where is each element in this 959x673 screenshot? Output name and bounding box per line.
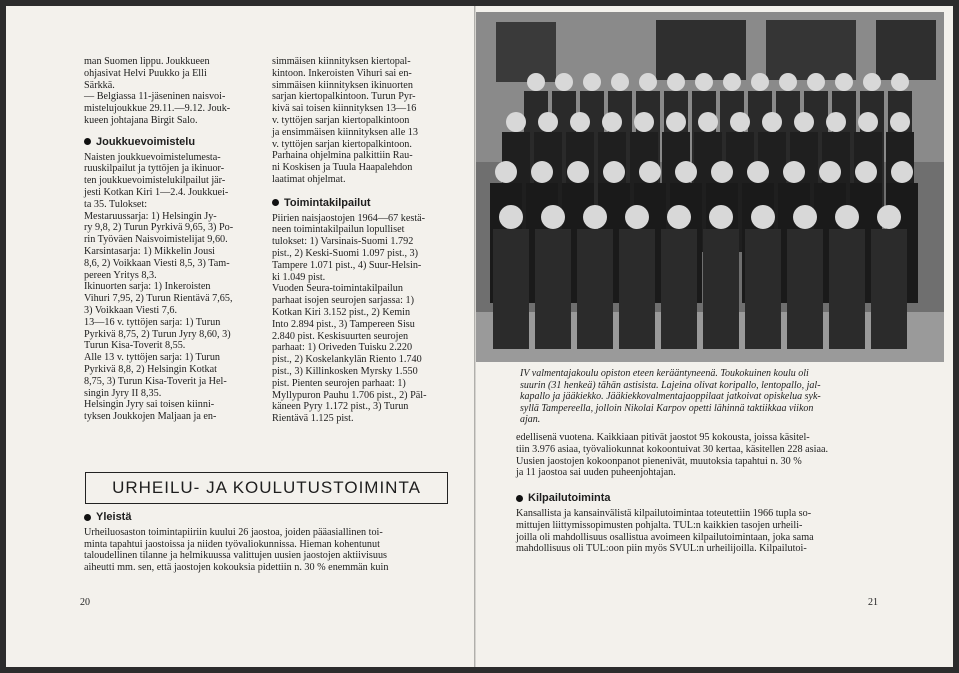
text-line: — Belgiassa 11-jäseninen naisvoi-: [84, 91, 226, 103]
yleista-section: [84, 512, 444, 574]
text-line: kapallo ja jääkiekko. Jääkiekkovalmentajaoppilaat jatkoivat opiskelua syk-: [520, 391, 821, 403]
person-figure: [787, 229, 823, 349]
person-head: [698, 112, 718, 132]
text-line: parhaat: 1) Oriveden Tuisku 2.220: [272, 342, 413, 354]
text-line: Uusien jaostojen kokoonpanot pienenivät, muutoksia tapahtui n. 30 %: [516, 455, 802, 467]
person-head: [858, 112, 878, 132]
text-line: taloudellinen tilanne ja helmikuussa valittujen uusien jaostojen aktiivisuus: [84, 550, 388, 562]
person-figure: [871, 229, 907, 349]
group-photo-illustration: [476, 12, 944, 362]
text-line: 8,6, 2) Voikkaan Viesti 8,5, 3) Tam-: [84, 257, 230, 269]
person-head: [835, 73, 853, 91]
text-line: Turun Kisa-Toverit 8,55.: [84, 340, 186, 352]
person-head: [877, 205, 901, 229]
text-line: tyksen Joukkojen Maljaan ja en-: [84, 411, 217, 423]
person-head: [634, 112, 654, 132]
left-column-1: [84, 56, 254, 423]
right-column-1: [516, 432, 878, 555]
text-line: IV valmentajakoulu opiston eteen kerääntyneenä. Toukokuinen koulu oli: [520, 368, 809, 379]
person-head: [891, 73, 909, 91]
bullet-icon: [84, 514, 91, 521]
text-line: ki 1.049 pist.: [272, 271, 326, 283]
text-line: aiheutti mm. sen, että jaostojen kokouksia pidettiin n. 30 % enemmän kuin: [84, 562, 389, 574]
person-head: [603, 161, 625, 183]
person-head: [567, 161, 589, 183]
section-banner: URHEILU- JA KOULUTUSTOIMINTA: [85, 472, 448, 504]
person-head: [639, 73, 657, 91]
text-line: Ikinuorten sarja: 1) Inkeroisten: [84, 281, 211, 293]
person-head: [855, 161, 877, 183]
text-line: käneen Pyry 1.172 pist., 3) Turun: [272, 401, 409, 413]
bullet-icon: [84, 138, 91, 145]
text-line: tiin 3.976 asiaa, työvaliokunnat kokoontuivat 30 kertaa, käsitellen 228 asiaa.: [516, 443, 829, 455]
text-line: Myllypuron Pauhu 1.706 pist., 2) Päl-: [272, 389, 427, 401]
text-line: simmäisen kiinnityksen kiertopal-: [272, 56, 411, 67]
person-figure: [619, 229, 655, 349]
text-line: joilla oli mahdollisuus osallistua avoimeen kilpailutoimintaan, joka sama: [516, 531, 814, 543]
text-line: ten joukkuevoimistelukilpailut jär-: [84, 175, 226, 187]
text-line: Into 2.894 pist., 3) Tampereen Sisu: [272, 318, 415, 330]
person-figure: [745, 229, 781, 349]
left-column-2: [272, 56, 444, 425]
text-line: Pyrkivä 8,75, 2) Turun Jyry 8,60, 3): [84, 328, 231, 340]
person-head: [602, 112, 622, 132]
person-head: [863, 73, 881, 91]
text-line: parhaat isojen seurojen sarjassa: 1): [272, 295, 415, 307]
text-line: kueen johtajana Birgit Salo.: [84, 114, 198, 126]
text-line: 13—16 v. tyttöjen sarja: 1) Turun: [84, 316, 221, 328]
text-line: edellisenä vuotena. Kaikkiaan pitivät jaostot 95 kokousta, joissa käsitel-: [516, 432, 810, 443]
text-line: simmäisen kiinnityksen ikinuorten: [272, 79, 413, 91]
text-line: v. tyttöjen sarjan kiertopalkintoon.: [272, 138, 412, 150]
text-line: mistelujoukkue 29.11.—9.12. Jouk-: [84, 103, 231, 115]
person-head: [541, 205, 565, 229]
person-head: [709, 205, 733, 229]
person-head: [527, 73, 545, 91]
person-figure: [577, 229, 613, 349]
person-head: [675, 161, 697, 183]
person-head: [723, 73, 741, 91]
text-line: rin Työväen Naisvoimistelijat 9,60.: [84, 234, 228, 246]
text-line: Mestaruussarja: 1) Helsingin Jy-: [84, 210, 217, 222]
text-line: ja ensimmäisen kiinnityksen alle 13: [272, 126, 418, 138]
text-line: Piirien naisjaostojen 1964—67 kestä-: [272, 212, 426, 224]
text-line: minta tapahtui jaostoissa ja niiden työvaliokunnissa. Hieman kohentunut: [84, 538, 380, 550]
person-head: [625, 205, 649, 229]
text-line: man Suomen lippu. Joukkueen: [84, 56, 210, 67]
text-line: Särkkä.: [84, 79, 115, 91]
text-line: sarjan kiertopalkintoon. Turun Pyr-: [272, 91, 416, 103]
heading-yleista: Yleistä: [84, 512, 444, 524]
person-head: [531, 161, 553, 183]
person-head: [570, 112, 590, 132]
person-head: [762, 112, 782, 132]
text-line: kintoon. Inkeroisten Vihuri sai en-: [272, 67, 412, 79]
person-head: [751, 205, 775, 229]
text-line: 3) Voikkaan Viesti 7,6.: [84, 304, 178, 316]
person-head: [639, 161, 661, 183]
person-head: [807, 73, 825, 91]
photo-caption: [520, 368, 938, 426]
person-head: [793, 205, 817, 229]
person-figure: [535, 229, 571, 349]
text-line: laatimat ohjelmat.: [272, 173, 346, 185]
text-line: pist., 2) Keski-Suomi 1.097 pist., 3): [272, 247, 419, 259]
text-line: mittujen liittymissopimusten pohjalta. TUL:n kaikkien tasojen urheili-: [516, 519, 803, 531]
text-line: suurin (31 henkeä) tähän astisista. Lajeina olivat koripallo, lentopallo, jal-: [520, 379, 821, 391]
page-number-right: 21: [868, 597, 878, 608]
text-line: Tampere 1.071 pist., 4) Suur-Helsin-: [272, 259, 422, 271]
person-head: [667, 73, 685, 91]
person-head: [495, 161, 517, 183]
person-figure: [661, 229, 697, 349]
text-line: 2.840 pist. Keskisuurten seurojen: [272, 330, 409, 342]
text-line: tulokset: 1) Varsinais-Suomi 1.792: [272, 236, 414, 248]
person-head: [583, 73, 601, 91]
text-line: Pyrkivä 8,8, 2) Helsingin Kotkat: [84, 363, 217, 375]
text-line: Vuoden Seura-toimintakilpailun: [272, 283, 403, 295]
text-line: ohjasivat Helvi Puukko ja Elli: [84, 67, 207, 79]
person-head: [730, 112, 750, 132]
text-line: Naisten joukkuevoimistelumesta-: [84, 151, 221, 163]
text-line: pist. Pienten seurojen parhaat: 1): [272, 377, 406, 389]
text-line: pereen Yritys 8,3.: [84, 269, 157, 281]
text-line: pist., 3) Killinkosken Myrsky 1.550: [272, 365, 418, 377]
text-line: ni Koskisen ja Tuula Haapalehdon: [272, 162, 413, 174]
person-head: [506, 112, 526, 132]
person-head: [751, 73, 769, 91]
person-head: [711, 161, 733, 183]
text-line: pist., 2) Koskelankylän Riento 1.740: [272, 354, 422, 366]
text-line: jesti Kotkan Kiri 1—2.4. Joukkuei-: [84, 186, 229, 198]
page-number-left: 20: [80, 597, 90, 608]
heading-toimintakilpailut: Toimintakilpailut: [272, 198, 444, 210]
text-line: Rientävä 1.125 pist.: [272, 413, 354, 425]
text-line: ta 35. Tulokset:: [84, 198, 148, 210]
text-line: Urheiluosaston toimintapiiriin kuului 26 jaostoa, joiden pääasiallinen toi-: [84, 526, 383, 538]
person-figure: [703, 229, 739, 349]
text-line: neen toimintakilpailun lopulliset: [272, 224, 405, 236]
text-line: ruuskilpailut ja tyttöjen ja ikinuor-: [84, 163, 225, 175]
person-head: [835, 205, 859, 229]
heading-kilpailutoiminta: Kilpailutoiminta: [516, 493, 878, 505]
text-line: singin Jyry II 8,35.: [84, 387, 162, 399]
text-line: syllä Tampereella, jolloin Nikolai Karpov opetti lähinnä taktiikkaa viikon: [520, 402, 814, 414]
person-figure: [829, 229, 865, 349]
text-line: ajan.: [520, 414, 541, 426]
person-head: [794, 112, 814, 132]
text-line: Alle 13 v. tyttöjen sarja: 1) Turun: [84, 352, 221, 364]
person-head: [783, 161, 805, 183]
person-head: [555, 73, 573, 91]
person-head: [890, 112, 910, 132]
person-head: [583, 205, 607, 229]
person-head: [891, 161, 913, 183]
text-line: ja 11 jaostoa sai uuden puheenjohtajan.: [516, 467, 676, 479]
text-line: Kansallista ja kansainvälistä kilpailutoimintaa toteutettiin 1966 tupla so-: [516, 507, 812, 519]
person-head: [779, 73, 797, 91]
person-head: [611, 73, 629, 91]
group-photo: [476, 12, 944, 362]
person-head: [499, 205, 523, 229]
person-head: [819, 161, 841, 183]
text-line: Vihuri 7,95, 2) Turun Rientävä 7,65,: [84, 293, 233, 305]
person-head: [695, 73, 713, 91]
text-line: Karsintasarja: 1) Mikkelin Jousi: [84, 245, 215, 257]
text-line: 8,75, 3) Turun Kisa-Toverit ja Hel-: [84, 375, 227, 387]
text-line: mahdollisuus oli TUL:oon piin myös SVUL:n urheilijoilla. Kilpailutoi-: [516, 543, 807, 555]
text-line: kivä sai toisen kiinnityksen 13—16: [272, 103, 417, 115]
person-head: [667, 205, 691, 229]
person-head: [538, 112, 558, 132]
bullet-icon: [516, 495, 523, 502]
text-line: ry 9,8, 2) Turun Pyrkivä 9,65, 3) Po-: [84, 222, 234, 234]
bullet-icon: [272, 199, 279, 206]
text-line: Kotkan Kiri 3.152 pist., 2) Kemin: [272, 306, 411, 318]
person-head: [826, 112, 846, 132]
text-line: Helsingin Jyry sai toisen kiinni-: [84, 399, 215, 411]
heading-joukkuevoimistelu: Joukkuevoimistelu: [84, 137, 254, 149]
text-line: Parhaina ohjelmina palkittiin Rau-: [272, 150, 413, 162]
text-line: v. tyttöjen sarjan kiertopalkintoon: [272, 114, 410, 126]
person-head: [747, 161, 769, 183]
person-head: [666, 112, 686, 132]
person-figure: [493, 229, 529, 349]
